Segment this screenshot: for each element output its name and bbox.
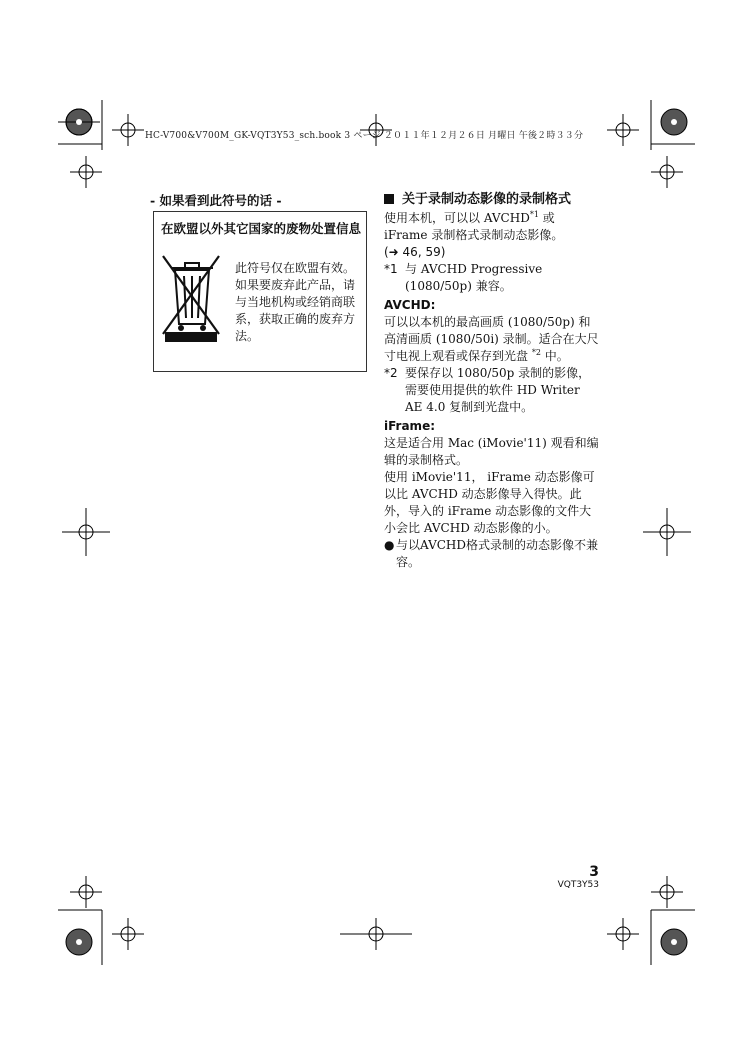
print-header: HC-V700&V700M_GK-VQT3Y53_sch.book 3 ページ ２０１１年１２月２６日 月曜日 午後２時３３分 <box>145 131 584 141</box>
iframe-body-2: 使用 iMovie'11， iFrame 动态影像可以比 AVCHD 动态影像导入得快。此外，导入的 iFrame 动态影像的文件大小会比 AVCHD 动态影像的小。 <box>384 470 595 535</box>
intro-text: 使用本机，可以以 AVCHD$^{*1}$ 或 iFrame 录制格式录制动态影像。 <box>384 210 564 242</box>
footnote-2: *2 要保存以 1080/50p 录制的影像，需要使用提供的软件 HD Writer AE 4.0 复制到光盘中。 <box>384 366 591 414</box>
iframe-heading: iFrame: <box>384 419 435 433</box>
notice-title: 在欧盟以外其它国家的废物处置信息 <box>161 221 362 236</box>
square-bullet-icon <box>384 194 394 204</box>
left-section-title: - 如果看到此符号的话 - <box>150 193 282 208</box>
crossed-out-bin-icon <box>161 254 221 350</box>
avchd-heading: AVCHD: <box>384 298 436 312</box>
model-code: VQT3Y53 <box>557 880 599 890</box>
section-title: 关于录制动态影像的录制格式 <box>384 191 600 208</box>
avchd-body: 可以以本机的最高画质 (1080/50p) 和高清画质 (1080/50i) 录制。适合在大尺寸电视上观看或保存到光盘 $^{*2}$ 中。 <box>384 315 599 363</box>
compatibility-bullet: ● 与以AVCHD格式录制的动态影像不兼容。 <box>384 538 599 569</box>
footnote-1: *1 与 AVCHD Progressive (1080/50p) 兼容。 <box>384 262 543 293</box>
page-number: 3 <box>589 864 599 880</box>
iframe-body-1: 这是适合用 Mac (iMovie'11) 观看和编辑的录制格式。 <box>384 436 599 467</box>
page-reference: (➜ 46, 59) <box>384 245 446 259</box>
notice-body: 此符号仅在欧盟有效。如果要废弃此产品，请与当地机构或经销商联系，获取正确的废弃方法。 <box>235 261 356 343</box>
recording-format-section <box>384 191 600 571</box>
